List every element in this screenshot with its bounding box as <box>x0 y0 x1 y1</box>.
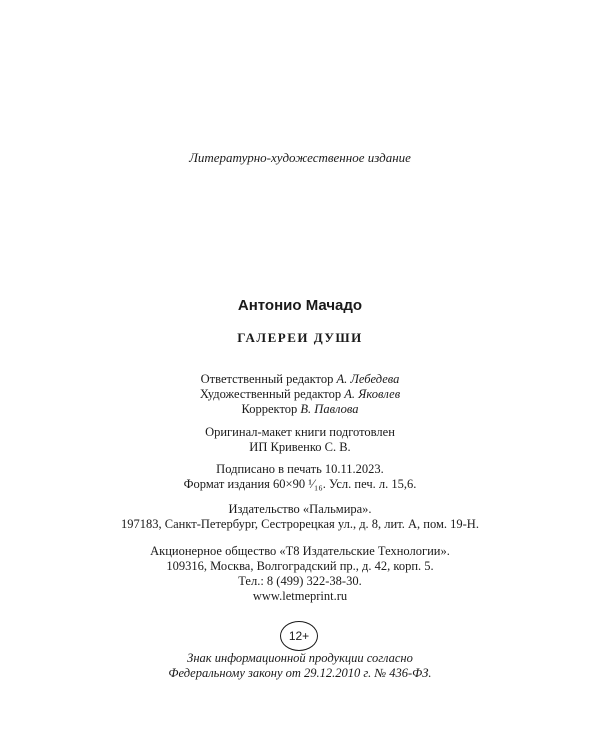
printer-name: Акционерное общество «Т8 Издательские Технологии». <box>150 544 450 558</box>
credit-name: В. Павлова <box>300 402 359 416</box>
book-title: ГАЛЕРЕИ ДУШИ <box>237 330 363 345</box>
credit-line-art-editor <box>0 387 600 402</box>
credit-line-managing-editor <box>0 372 600 387</box>
credit-role: Художественный редактор <box>199 387 342 401</box>
print-format: Формат издания 60×90 ¹⁄₁₆. Усл. печ. л. 15,6. <box>183 477 417 491</box>
law-note-line: Федеральному закону от 29.12.2010 г. № 436-ФЗ. <box>168 666 432 680</box>
credit-name: А. Яковлев <box>344 387 401 401</box>
printer-block <box>0 544 600 604</box>
layout-maker: ИП Кривенко С. В. <box>249 440 351 454</box>
print-info-block <box>0 462 600 492</box>
publisher-address: 197183, Санкт-Петербург, Сестрорецкая ул., д. 8, лит. А, пом. 19-Н. <box>121 517 479 531</box>
age-rating-badge: 12+ <box>280 621 318 651</box>
credits-block <box>0 372 600 417</box>
credit-role: Корректор <box>241 402 298 416</box>
printer-address: 109316, Москва, Волгоградский пр., д. 42, корп. 5. <box>166 559 434 573</box>
layout-line: Оригинал-макет книги подготовлен <box>205 425 395 439</box>
credit-line-proofreader <box>0 402 600 417</box>
publisher-block <box>0 502 600 532</box>
credit-name: А. Лебедева <box>336 372 400 386</box>
printer-phone: Тел.: 8 (499) 322-38-30. <box>238 574 362 588</box>
author-name: Антонио Мачадо <box>237 297 363 314</box>
print-signed-date: Подписано в печать 10.11.2023. <box>216 462 384 476</box>
publisher-name: Издательство «Пальмира». <box>228 502 372 516</box>
law-note-line: Знак информационной продукции согласно <box>187 651 413 665</box>
printer-website: www.letmeprint.ru <box>252 589 348 603</box>
credit-role: Ответственный редактор <box>200 372 334 386</box>
layout-block <box>0 425 600 455</box>
law-note <box>0 651 600 681</box>
edition-type: Литературно-художественное издание <box>189 150 411 165</box>
